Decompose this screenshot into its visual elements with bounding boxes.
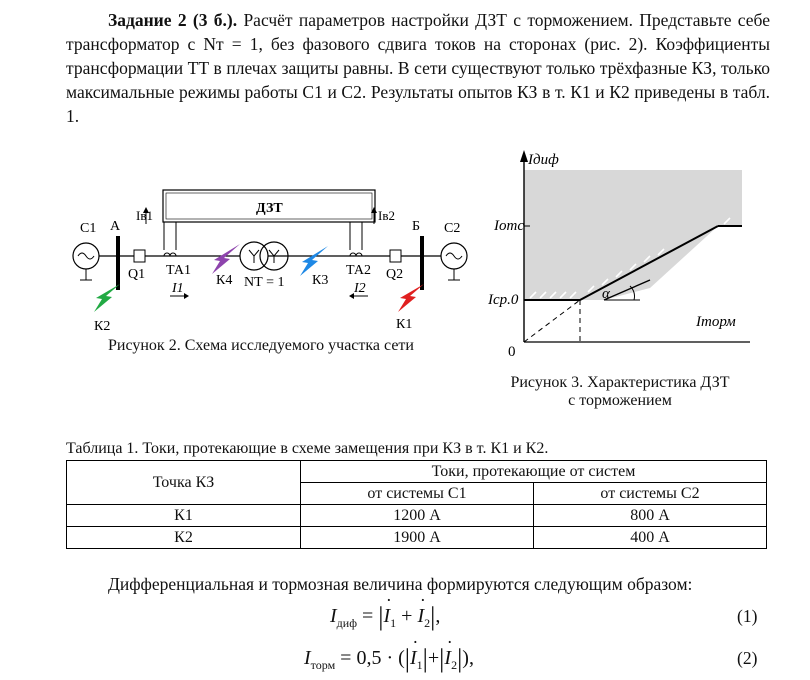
- bus-b-label: Б: [412, 219, 421, 234]
- figure-3-characteristic: [480, 146, 760, 364]
- ta1-label: ТА1: [166, 263, 191, 278]
- formula-2: $I_{торм} = 0,5$ · (|˙ $I_1|+|˙$ $I_2|$),: [304, 644, 474, 674]
- task-paragraph: [66, 8, 770, 128]
- figure-2-scheme: [66, 180, 476, 340]
- k1-label: К1: [396, 317, 413, 332]
- origin-label: 0: [508, 344, 516, 360]
- i1-label: I1: [172, 281, 184, 296]
- trip-zone: [524, 170, 742, 300]
- k4-label: К4: [216, 273, 233, 288]
- cell-point: К1: [67, 505, 301, 527]
- header-c1: от системы С1: [301, 483, 534, 505]
- i2-label: I2: [354, 281, 366, 296]
- fault-k4-icon: [212, 244, 240, 274]
- task-text: Расчёт параметров настройки ДЗТ с торможением. Представьте себе трансформатор с Nт = 1, без фазового сдвига токов на сторонах (рис. 2). Коэффициенты трансформации ТТ в плечах защиты равны. В сети существуют только трёхфазные КЗ, только максимальные режимы работы С1 и С2. Результаты опытов КЗ в т. К1 и К2 приведены в табл. 1.: [66, 10, 770, 126]
- c1-label: С1: [80, 221, 97, 236]
- k3-label: К3: [312, 273, 329, 288]
- cell-c1: 1200 А: [301, 505, 534, 527]
- formula-1: $I_{диф}$ = |˙ $I_1$ + ˙ $I_2|$,: [330, 602, 440, 632]
- q1-label: Q1: [128, 267, 146, 282]
- figure-2-caption: Рисунок 2. Схема исследуемого участка сети: [108, 337, 414, 354]
- header-group: Токи, протекающие от систем: [301, 461, 767, 483]
- table-row: [67, 505, 767, 527]
- breaker-q2-icon: [390, 250, 401, 262]
- eq2-number: (2): [737, 648, 758, 668]
- table-row: [67, 527, 767, 549]
- idif-label: Iдиф: [528, 152, 559, 168]
- iots-label: Iотс: [494, 218, 524, 234]
- c2-label: С2: [444, 221, 461, 236]
- cell-c2: 400 А: [534, 527, 767, 549]
- figure-3-caption-line1: Рисунок 3. Характеристика ДЗТ: [510, 374, 730, 391]
- breaker-q1-icon: [134, 250, 145, 262]
- formulas-intro: Дифференциальная и тормозная величина формируются следующим образом:: [108, 574, 693, 594]
- dzt-label: ДЗТ: [256, 201, 283, 216]
- fault-k3-icon: [300, 246, 328, 276]
- itorm-label: Iторм: [696, 314, 736, 330]
- isr-label: Iср.0: [488, 292, 519, 308]
- alpha-label: α: [602, 286, 610, 302]
- cell-c1: 1900 А: [301, 527, 534, 549]
- ib2-label: Iв2: [378, 208, 395, 223]
- cell-c2: 800 А: [534, 505, 767, 527]
- cell-point: К2: [67, 527, 301, 549]
- nt-label: NТ = 1: [244, 275, 285, 290]
- fault-currents-table: [66, 460, 767, 549]
- ib1-label: Iв1: [136, 208, 153, 223]
- ta2-label: ТА2: [346, 263, 371, 278]
- figure-3-caption-line2: с торможением: [568, 392, 672, 409]
- q2-label: Q2: [386, 267, 404, 282]
- bus-a-label: А: [110, 219, 121, 234]
- figure-3-caption: [490, 374, 750, 410]
- header-point: Точка КЗ: [67, 461, 301, 505]
- eq1-number: (1): [737, 606, 758, 626]
- header-c2: от системы С2: [534, 483, 767, 505]
- task-title: Задание 2 (3 б.).: [108, 10, 238, 30]
- k2-label: К2: [94, 319, 111, 334]
- table-caption: Таблица 1. Токи, протекающие в схеме замещения при КЗ в т. К1 и К2.: [66, 440, 549, 457]
